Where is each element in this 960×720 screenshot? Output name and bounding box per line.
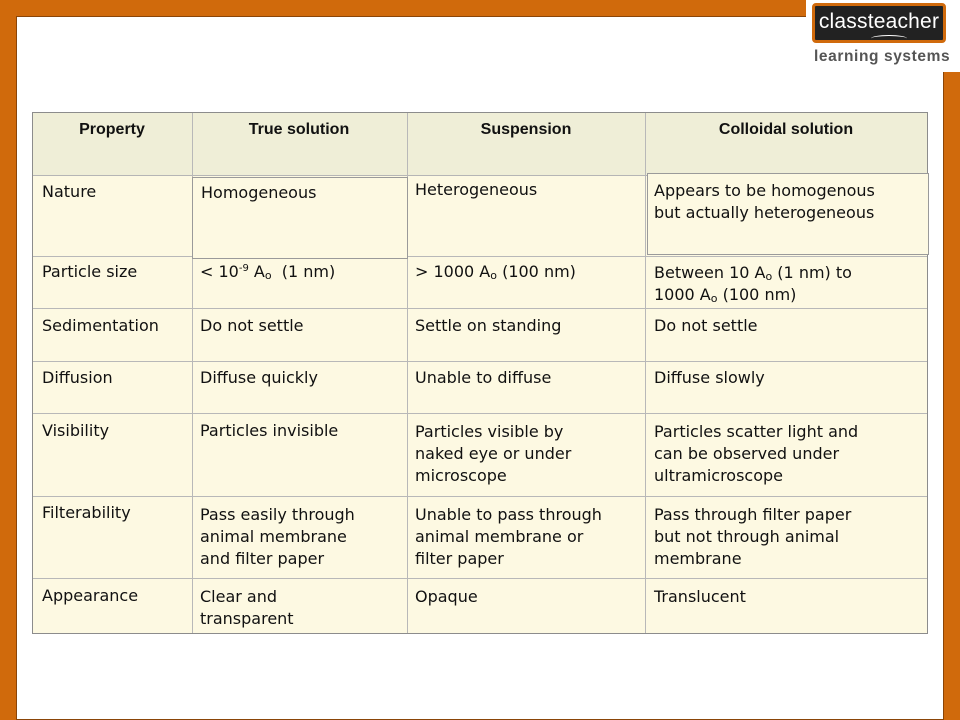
row-label-diffusion: Diffusion [42,368,113,387]
row-label-nature: Nature [42,182,97,201]
cell-diffusion-true: Diffuse quickly [200,368,318,387]
cell-filterability-colloidal-line1: Pass through filter paper [654,505,852,524]
cell-particle-size-colloidal-line1: Between 10 Ao (1 nm) to [654,263,852,283]
cell-filterability-colloidal-line3: membrane [654,549,742,568]
cell-visibility-suspension-line2: naked eye or under [415,444,572,463]
cell-visibility-colloidal-line2: can be observed under [654,444,840,463]
row-divider [33,256,927,257]
cell-filterability-true-line1: Pass easily through [200,505,355,524]
row-label-particle-size: Particle size [42,262,138,281]
cell-appearance-true-line1: Clear and [200,587,278,606]
row-label-filterability: Filterability [42,503,131,522]
cell-nature-suspension: Heterogeneous [415,180,538,199]
cell-nature-colloidal-line2: but actually heterogeneous [654,203,875,222]
logo-name: classteacher [818,10,940,33]
cell-filterability-suspension-line3: filter paper [415,549,504,568]
header-suspension: Suspension [480,121,572,138]
header-true-solution: True solution [248,121,350,138]
logo-tagline: learning systems [814,48,951,65]
cell-particle-size-suspension: > 1000 Ao (100 nm) [415,262,576,282]
cell-particle-size-colloidal-line2: 1000 Ao (100 nm) [654,285,797,305]
cell-filterability-suspension-line1: Unable to pass through [415,505,602,524]
cell-particle-size-true: < $10^{-9}$ Ao (1 nm) [200,262,336,282]
row-label-sedimentation: Sedimentation [42,316,159,335]
cell-sedimentation-suspension: Settle on standing [415,316,562,335]
column-divider [645,113,646,633]
row-divider [33,578,927,579]
row-divider [33,361,927,362]
cell-appearance-colloidal: Translucent [654,587,746,606]
row-label-appearance: Appearance [42,586,139,605]
cell-visibility-suspension-line3: microscope [415,466,507,485]
cell-visibility-suspension-line1: Particles visible by [415,422,564,441]
cell-filterability-suspension-line2: animal membrane or [415,527,584,546]
row-divider [33,496,927,497]
cell-visibility-colloidal-line1: Particles scatter light and [654,422,859,441]
cell-nature-true: Homogeneous [201,183,317,202]
comparison-table [32,112,928,634]
cell-filterability-true-line3: and filter paper [200,549,325,568]
header-colloidal-solution: Colloidal solution [718,121,854,138]
logo-badge [812,3,946,43]
classteacher-logo [806,0,960,72]
cell-appearance-suspension: Opaque [415,587,478,606]
logo-swoosh-icon [871,35,907,42]
cell-filterability-colloidal-line2: but not through animal [654,527,840,546]
cell-diffusion-suspension: Unable to diffuse [415,368,552,387]
table-header-row [33,113,927,176]
cell-diffusion-colloidal: Diffuse slowly [654,368,765,387]
cell-nature-colloidal-line1: Appears to be homogenous [654,181,875,200]
row-label-visibility: Visibility [42,421,110,440]
header-property: Property [79,121,145,138]
cell-appearance-true-line2: transparent [200,609,294,628]
cell-filterability-true-line2: animal membrane [200,527,347,546]
cell-visibility-true: Particles invisible [200,421,339,440]
cell-sedimentation-colloidal: Do not settle [654,316,758,335]
row-divider [33,413,927,414]
cell-visibility-colloidal-line3: ultramicroscope [654,466,784,485]
cell-sedimentation-true: Do not settle [200,316,304,335]
